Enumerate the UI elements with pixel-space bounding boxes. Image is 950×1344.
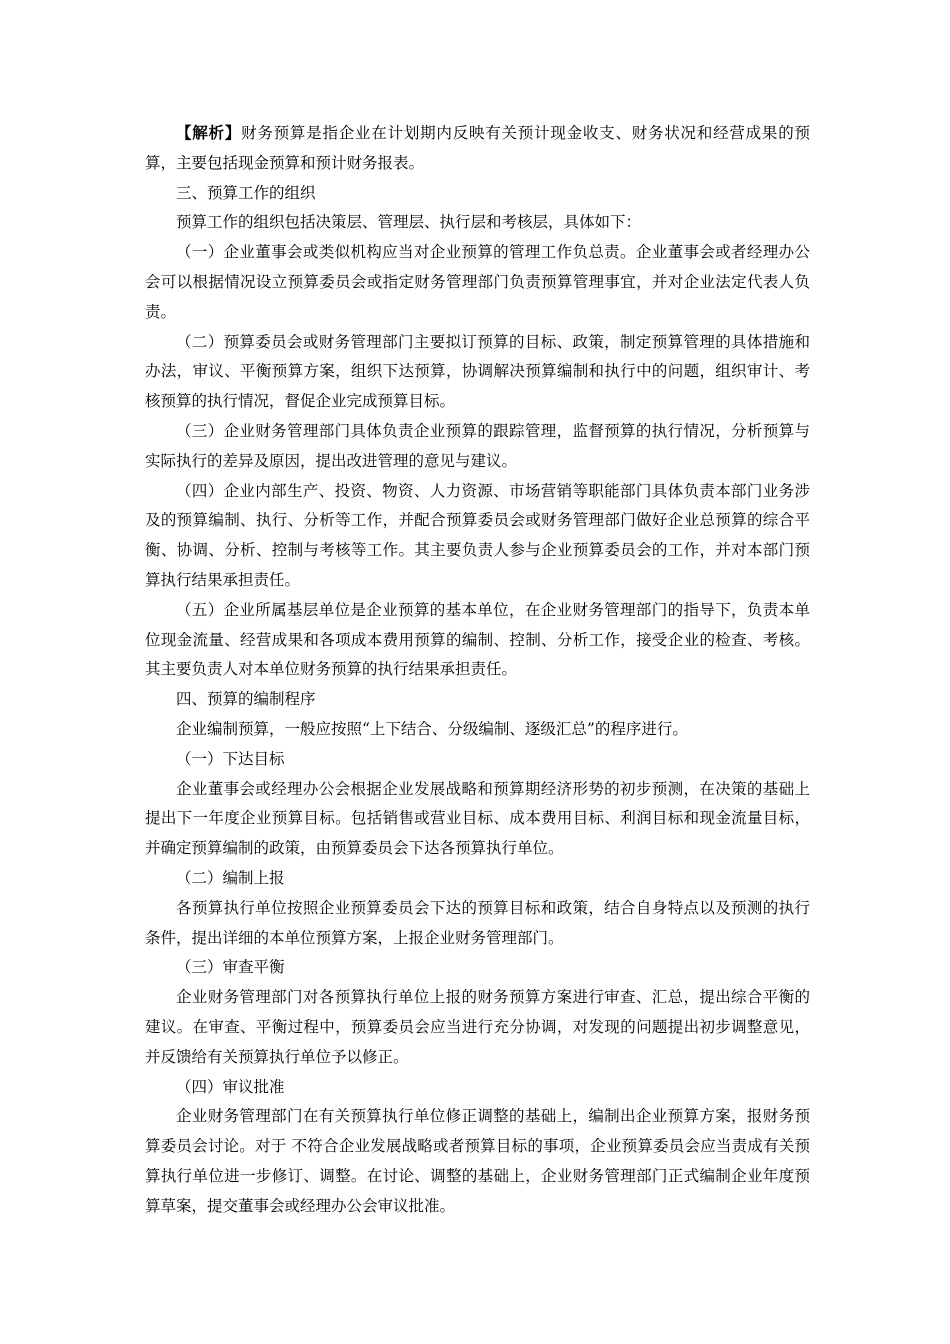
analysis-body: 财务预算是指企业在计划期内反映有关预计现金收支、财务状况和经营成果的预算，主要包括现金预算和预计财务报表。 — [145, 124, 810, 172]
section-3-item-2: （二）预算委员会或财务管理部门主要拟订预算的目标、政策，制定预算管理的具体措施和办法，审议、平衡预算方案，组织下达预算，协调解决预算编制和执行中的问题，组织审计、考核预算的执行情况，督促企业完成预算目标。 — [145, 332, 810, 411]
section-3-item-1: （一）企业董事会或类似机构应当对企业预算的管理工作负总责。企业董事会或者经理办公会可以根据情况设立预算委员会或指定财务管理部门负责预算管理事宜，并对企业法定代表人负责。 — [145, 243, 810, 321]
section-3-item-3: （三）企业财务管理部门具体负责企业预算的跟踪管理，监督预算的执行情况，分析预算与实际执行的差异及原因，提出改进管理的意见与建议。 — [145, 421, 810, 470]
analysis-tag: 【解析】 — [176, 123, 242, 142]
step-3-title: （三）审查平衡 — [176, 958, 285, 977]
document-page — [145, 118, 810, 1221]
section-3-item-5: （五）企业所属基层单位是企业预算的基本单位，在企业财务管理部门的指导下，负责本单位现金流量、经营成果和各项成本费用预算的编制、控制、分析工作，接受企业的检查、考核。其主要负责人对本单位财务预算的执行结果承担责任。 — [145, 600, 810, 679]
analysis-paragraph — [145, 118, 810, 179]
step-4-title: （四）审议批准 — [176, 1077, 285, 1096]
section-3-item-4: （四）企业内部生产、投资、物资、人力资源、市场营销等职能部门具体负责本部门业务涉及的预算编制、执行、分析等工作，并配合预算委员会或财务管理部门做好企业总预算的综合平衡、协调、分析、控制与考核等工作。其主要负责人参与企业预算委员会的工作，并对本部门预算执行结果承担责任。 — [145, 481, 810, 589]
section-3-heading: 三、预算工作的组织 — [176, 183, 316, 202]
section-3-intro: 预算工作的组织包括决策层、管理层、执行层和考核层，具体如下： — [176, 213, 642, 232]
step-4-body: 企业财务管理部门在有关预算执行单位修正调整的基础上，编制出企业预算方案，报财务预算委员会讨论。对于 不符合企业发展战略或者预算目标的事项，企业预算委员会应当责成有关预算执行单位进一步修订、调整。在讨论、调整的基础上，企业财务管理部门正式编制企业年度预算草案，提交董事会或经理办公会审议批准。 — [145, 1107, 810, 1215]
step-3-body: 企业财务管理部门对各预算执行单位上报的财务预算方案进行审查、汇总，提出综合平衡的建议。在审查、平衡过程中，预算委员会应当进行充分协调，对发现的问题提出初步调整意见，并反馈给有关预算执行单位予以修正。 — [145, 988, 810, 1066]
step-2-body: 各预算执行单位按照企业预算委员会下达的预算目标和政策，结合自身特点以及预测的执行条件，提出详细的本单位预算方案，上报企业财务管理部门。 — [145, 898, 810, 947]
section-4-heading: 四、预算的编制程序 — [176, 690, 316, 709]
section-4-intro: 企业编制预算，一般应按照“上下结合、分级编制、逐级汇总”的程序进行。 — [176, 719, 688, 738]
step-1-title: （一）下达目标 — [176, 749, 285, 768]
step-2-title: （二）编制上报 — [176, 868, 285, 887]
step-1-body: 企业董事会或经理办公会根据企业发展战略和预算期经济形势的初步预测，在决策的基础上提出下一年度企业预算目标。包括销售或营业目标、成本费用目标、利润目标和现金流量目标，并确定预算编制的政策，由预算委员会下达各预算执行单位。 — [145, 779, 810, 858]
